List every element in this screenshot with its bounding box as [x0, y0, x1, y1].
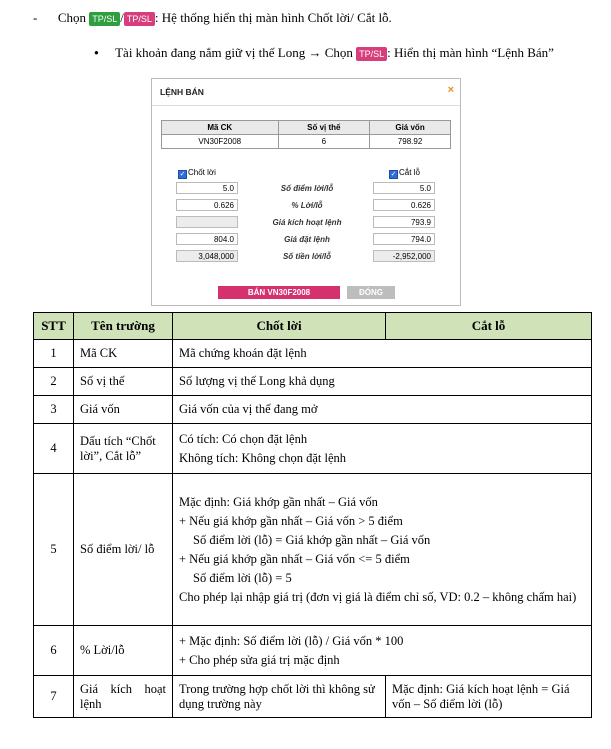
sl-amount-field: -2,952,000: [373, 250, 435, 262]
field-name: % Lời/lỗ: [74, 626, 173, 676]
stop-loss-description: Mặc định: Giá kích hoạt lệnh = Giá vốn – Số điểm lời (lỗ): [386, 676, 592, 718]
table-header-row: [34, 313, 592, 340]
sl-trigger-input[interactable]: 793.9: [373, 216, 435, 228]
field-name: Giá vốn: [74, 396, 173, 424]
field-description: [173, 626, 592, 676]
intro2-text-prefix: Tài khoản đang nắm giữ vị thế Long → Chọn: [115, 45, 353, 60]
row-number: 5: [34, 474, 74, 626]
table-row: [34, 424, 592, 474]
header-stop-loss: Cắt lỗ: [386, 313, 592, 340]
position-table: [161, 120, 451, 149]
close-icon[interactable]: ×: [447, 84, 454, 96]
sl-percent-input[interactable]: 0.626: [373, 199, 435, 211]
tp-order-price-input[interactable]: 804.0: [176, 233, 238, 245]
label-percent: % Lời/lỗ: [291, 201, 323, 210]
dialog-header: [152, 79, 460, 106]
field-description: Mã chứng khoán đặt lệnh: [173, 340, 592, 368]
header-stt: STT: [34, 313, 74, 340]
tpsl-green-badge: TP/SL: [89, 12, 120, 26]
field-name: Giá kích hoạt lệnh: [74, 676, 173, 718]
stoploss-label: Cắt lỗ: [399, 168, 420, 177]
sl-points-input[interactable]: 5.0: [373, 182, 435, 194]
field-description-table: [33, 312, 592, 718]
label-order-price: Giá đặt lệnh: [284, 235, 330, 244]
desc-line: Không tích: Không chọn đặt lệnh: [179, 451, 346, 465]
tpsl-pink-badge-2: TP/SL: [356, 47, 387, 61]
desc-line: Cho phép lại nhập giá trị (đơn vị giá là điểm chỉ số, VD: 0.2 – không chấm hai): [179, 590, 577, 604]
take-profit-description: Trong trường hợp chốt lời thì không sử dụng trường này: [173, 676, 386, 718]
row-number: 6: [34, 626, 74, 676]
field-description: Số lượng vị thế Long khả dụng: [173, 368, 592, 396]
field-name: Dấu tích “Chốt lời”, Cắt lỗ”: [74, 424, 173, 474]
header-take-profit: Chốt lời: [173, 313, 386, 340]
desc-line: + Nếu giá khớp gần nhất – Giá vốn > 5 điểm: [179, 514, 403, 528]
table-row: [34, 626, 592, 676]
sell-order-dialog: [151, 78, 461, 306]
table-row: [34, 676, 592, 718]
intro-text-suffix: : Hệ thống hiển thị màn hình Chốt lời/ Cắt lỗ.: [154, 10, 392, 25]
intro-line-2: [94, 45, 554, 61]
cell-cost: 798.92: [370, 135, 451, 149]
header-field-name: Tên trường: [74, 313, 173, 340]
label-points: Số điểm lời/lỗ: [280, 184, 334, 193]
field-name: Số điểm lời/ lỗ: [74, 474, 173, 626]
close-button[interactable]: ĐÓNG: [347, 286, 395, 299]
desc-line: Mặc định: Giá khớp gần nhất – Giá vốn: [179, 495, 378, 509]
dash-bullet: -: [33, 10, 38, 25]
tpsl-pink-badge: TP/SL: [124, 12, 155, 26]
row-number: 2: [34, 368, 74, 396]
takeprofit-label: Chốt lời: [188, 168, 216, 177]
check-icon: ✓: [179, 171, 186, 178]
takeprofit-checkbox[interactable]: [178, 168, 216, 179]
dot-bullet: ●: [94, 48, 99, 57]
field-name: Mã CK: [74, 340, 173, 368]
intro-text-prefix: Chọn: [57, 10, 87, 25]
cell-symbol: VN30F2008: [162, 135, 279, 149]
row-number: 1: [34, 340, 74, 368]
field-description: [173, 424, 592, 474]
badge-separator: /: [120, 10, 124, 25]
tp-points-input[interactable]: 5.0: [176, 182, 238, 194]
sell-button[interactable]: BÁN VN30F2008: [218, 286, 340, 299]
label-amount: Số tiền lời/lỗ: [282, 252, 332, 261]
table-row: [34, 396, 592, 424]
table-row: [34, 340, 592, 368]
col-header-symbol: Mã CK: [162, 121, 279, 135]
tp-trigger-input: [176, 216, 238, 228]
cell-position: 6: [278, 135, 370, 149]
dialog-title: LỆNH BÁN: [160, 87, 204, 97]
desc-line: Có tích: Có chọn đặt lệnh: [179, 432, 308, 446]
tp-amount-field: 3,048,000: [176, 250, 238, 262]
row-number: 7: [34, 676, 74, 718]
field-description: [173, 474, 592, 626]
check-icon: ✓: [390, 171, 397, 178]
sl-order-price-input[interactable]: 794.0: [373, 233, 435, 245]
intro-line-1: [33, 10, 392, 26]
intro2-text-suffix: : Hiển thị màn hình “Lệnh Bán”: [387, 45, 554, 60]
desc-line: Số điểm lời (lỗ) = 5: [193, 571, 292, 585]
table-row: [34, 474, 592, 626]
col-header-position: Số vị thế: [278, 121, 370, 135]
tp-percent-input[interactable]: 0.626: [176, 199, 238, 211]
stoploss-checkbox[interactable]: [389, 168, 420, 179]
desc-line: + Nếu giá khớp gần nhất – Giá vốn <= 5 điểm: [179, 552, 410, 566]
desc-line: + Cho phép sửa giá trị mặc định: [179, 653, 340, 667]
col-header-cost: Giá vốn: [370, 121, 451, 135]
label-trigger: Giá kích hoạt lệnh: [272, 218, 342, 227]
table-row: [34, 368, 592, 396]
field-description: Giá vốn của vị thế đang mở: [173, 396, 592, 424]
desc-line: Số điểm lời (lỗ) = Giá khớp gần nhất – Giá vốn: [193, 533, 431, 547]
field-name: Số vị thế: [74, 368, 173, 396]
row-number: 4: [34, 424, 74, 474]
row-number: 3: [34, 396, 74, 424]
desc-line: + Mặc định: Số điểm lời (lỗ) / Giá vốn * 100: [179, 634, 404, 648]
